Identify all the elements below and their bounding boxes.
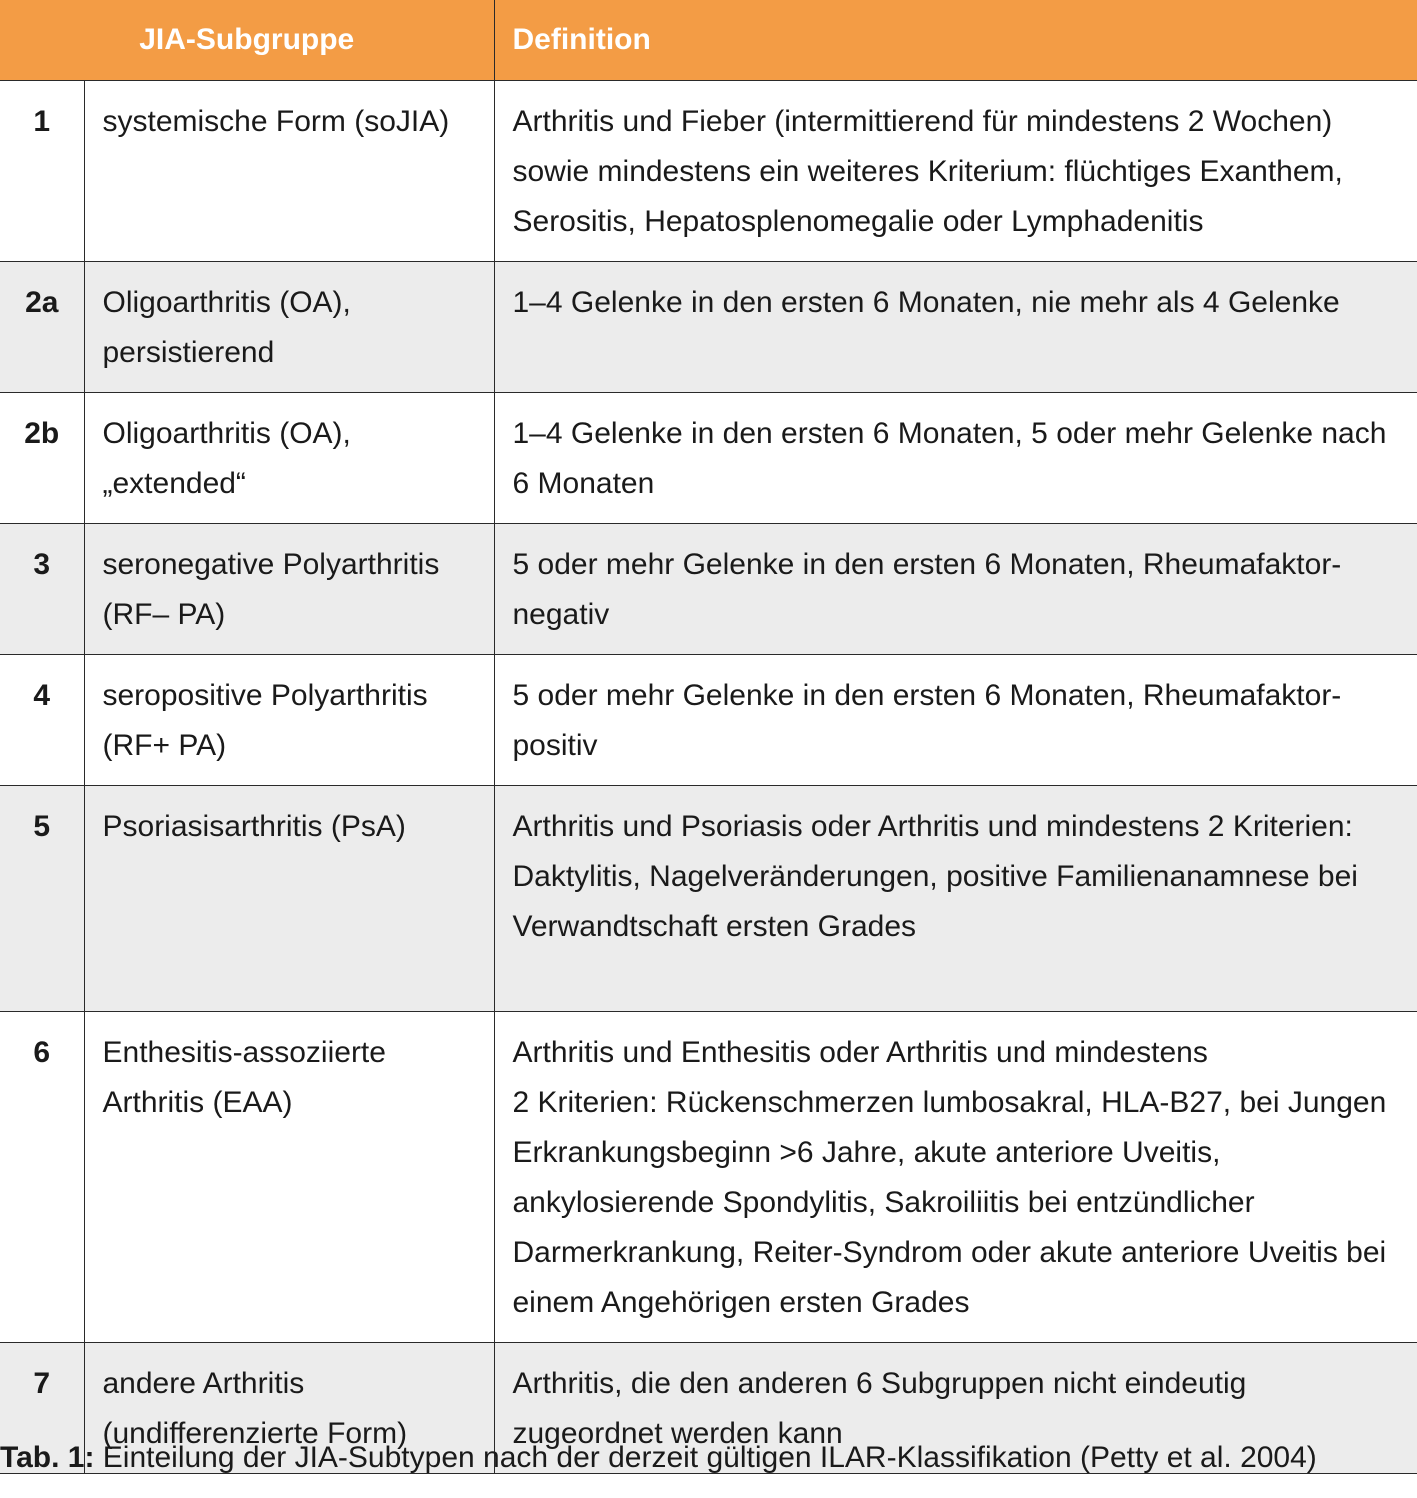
header-definition: Definition: [494, 0, 1417, 81]
row-definition: [494, 524, 1417, 655]
row-number: 2a: [0, 262, 84, 393]
row-subgroup: [84, 81, 494, 262]
row-definition: [494, 1012, 1417, 1343]
table-row: [0, 524, 1417, 655]
subgroup-text: Enthesitis-assoziierte Arthritis (EAA): [102, 1036, 386, 1119]
subgroup-text: seropositive Polyarthritis (RF+ PA): [102, 679, 428, 762]
row-definition: [494, 655, 1417, 786]
definition-text: Arthritis und Fieber (intermittierend für mindestens 2 Wochen) sowie mindestens ein weiteres Kriterium: flüchtiges Exanthem, Serositis, Hepatosplenomegalie oder Lymphadenitis: [512, 105, 1343, 238]
row-number: 6: [0, 1012, 84, 1343]
subgroup-text: systemische Form (soJIA): [102, 105, 450, 138]
table-row: [0, 1012, 1417, 1343]
row-number: 2b: [0, 393, 84, 524]
row-subgroup: [84, 393, 494, 524]
definition-text: 2 Kriterien: Rückenschmerzen lumbosakral, HLA-B27, bei Jungen Erkrankungsbeginn >6 Jahre, akute anteriore Uveitis, ankylosierende Spondylitis, Sakroiliitis bei entzündlicher Darmerkrankung, Reiter-Syndrom oder akute anteriore Uveitis bei einem Angehörigen ersten Grades: [512, 1086, 1387, 1319]
header-subgroup: JIA-Subgruppe: [0, 0, 494, 81]
subgroup-text: Psoriasisarthritis (PsA): [102, 810, 406, 843]
definition-text: Arthritis, die den anderen 6 Subgruppen nicht eindeutig zugeordnet werden kann: [512, 1367, 1247, 1450]
subgroup-text: seronegative Polyarthritis (RF– PA): [102, 548, 440, 631]
row-subgroup: [84, 786, 494, 1012]
subgroup-text: andere Arthritis (undifferenzierte Form): [102, 1367, 408, 1450]
table-row: [0, 786, 1417, 1012]
row-definition: [494, 393, 1417, 524]
definition-text: 1–4 Gelenke in den ersten 6 Monaten, 5 oder mehr Gelenke nach 6 Monaten: [512, 417, 1387, 500]
definition-text: 1–4 Gelenke in den ersten 6 Monaten, nie mehr als 4 Gelenke: [512, 286, 1340, 319]
table-row: [0, 655, 1417, 786]
caption-text: Einteilung der JIA-Subtypen nach der derzeit gültigen ILAR-Klassifikation (Petty et al. 2004): [94, 1441, 1317, 1474]
row-number: 3: [0, 524, 84, 655]
subgroup-text: Oligoarthritis (OA), „extended“: [102, 417, 351, 500]
caption-label: Tab. 1:: [0, 1441, 95, 1474]
row-definition: [494, 81, 1417, 262]
table-row: [0, 81, 1417, 262]
table-caption: [0, 1436, 1417, 1480]
definition-text: 5 oder mehr Gelenke in den ersten 6 Monaten, Rheumafaktor-positiv: [512, 679, 1342, 762]
table-row: [0, 393, 1417, 524]
row-subgroup: [84, 655, 494, 786]
row-subgroup: [84, 524, 494, 655]
table-header-row: [0, 0, 1417, 81]
row-subgroup: [84, 1012, 494, 1343]
row-definition: [494, 786, 1417, 1012]
definition-text: Arthritis und Enthesitis oder Arthritis und mindestens: [512, 1036, 1208, 1069]
row-definition: [494, 262, 1417, 393]
row-number: 4: [0, 655, 84, 786]
row-number: 5: [0, 786, 84, 1012]
row-subgroup: [84, 262, 494, 393]
definition-text: Arthritis und Psoriasis oder Arthritis und mindestens 2 Kriterien:: [512, 810, 1353, 843]
row-number: 1: [0, 81, 84, 262]
definition-text: Daktylitis, Nagelveränderungen, positive Familienanamnese bei Verwandtschaft ersten Grades: [512, 860, 1358, 943]
definition-text: 5 oder mehr Gelenke in den ersten 6 Monaten, Rheumafaktor-negativ: [512, 548, 1342, 631]
subgroup-text: Oligoarthritis (OA), persistierend: [102, 286, 351, 369]
table-row: [0, 262, 1417, 393]
row-number: 7: [0, 1343, 84, 1474]
